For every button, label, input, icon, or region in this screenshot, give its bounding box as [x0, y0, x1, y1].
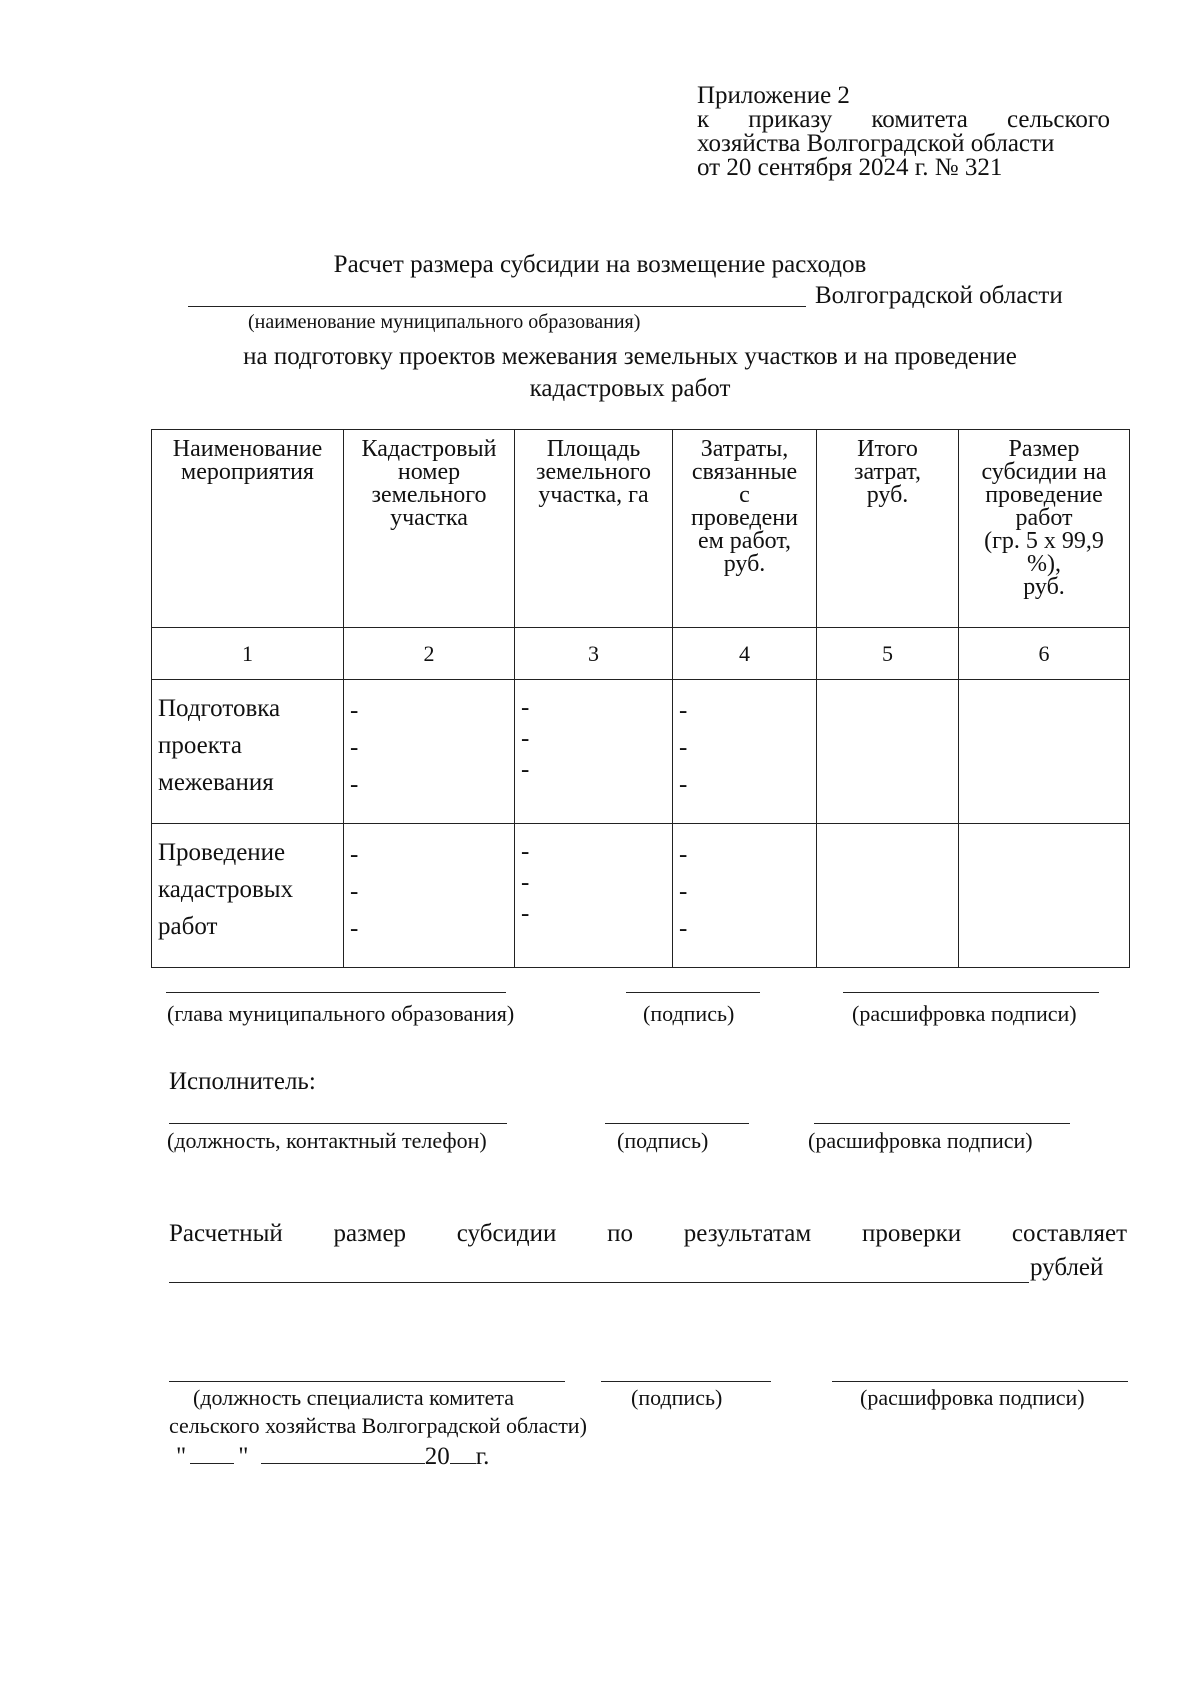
signature-caption: (подпись) — [617, 1128, 709, 1153]
year-suffix: г. — [475, 1443, 490, 1470]
table-row-cadastral-works — [152, 824, 1130, 968]
header-cell-total: Итого затрат, руб. — [817, 430, 959, 628]
table-header-row — [152, 430, 1130, 628]
appendix-line-2: к приказу комитета сельского — [697, 106, 1110, 133]
rubles-unit: рублей — [1030, 1254, 1104, 1281]
title-line-2-text: на подготовку проектов межевания земельных участков и на проведение — [243, 343, 1017, 370]
municipality-blank-line — [188, 306, 806, 307]
signature-caption: (подпись) — [643, 1001, 735, 1026]
signature-caption: (подпись) — [631, 1385, 723, 1410]
cost-values: - - - — [673, 824, 817, 968]
total-cell — [817, 824, 959, 968]
title-line-2 — [150, 341, 1110, 405]
head-signature-line — [166, 992, 506, 993]
header-cell-subsidy: Размер субсидии на проведение работ (гр. 5 х 99,9 %), руб. — [959, 430, 1130, 628]
calculated-subsidy-text: Расчетный размер субсидии по результатам проверки составляет — [169, 1220, 1127, 1247]
appendix-line-3: хозяйства Волгоградской области — [697, 130, 1055, 157]
subsidy-cell — [959, 680, 1130, 824]
executor-position-line — [169, 1123, 507, 1124]
position-phone-caption: (должность, контактный телефон) — [167, 1128, 487, 1153]
subsidy-table — [151, 429, 1130, 968]
header-cell-area: Площадь земельного участка, га — [515, 430, 673, 628]
decoding-caption: (расшифровка подписи) — [860, 1385, 1085, 1410]
column-number: 5 — [817, 628, 959, 680]
subsidy-cell — [959, 824, 1130, 968]
area-values: - - - — [515, 824, 673, 968]
municipality-caption: (наименование муниципального образования) — [248, 311, 641, 333]
executor-title: Исполнитель: — [169, 1068, 316, 1095]
decoding-line — [843, 992, 1099, 993]
header-cell-name: Наименование мероприятия — [152, 430, 344, 628]
row-name-cell: Подготовка проекта межевания — [152, 680, 344, 824]
column-number: 4 — [673, 628, 817, 680]
cost-values: - - - — [673, 680, 817, 824]
day-blank — [190, 1463, 234, 1464]
decoding-line — [832, 1381, 1128, 1382]
cadastral-values: - - - — [344, 680, 515, 824]
appendix-header — [697, 84, 1110, 180]
title-line-3-text: кадастровых работ — [529, 375, 731, 402]
decoding-caption: (расшифровка подписи) — [808, 1128, 1033, 1153]
specialist-position-line — [169, 1381, 565, 1382]
column-number: 6 — [959, 628, 1130, 680]
calculated-amount-line — [169, 1282, 1029, 1283]
row-name-cell: Проведение кадастровых работ — [152, 824, 344, 968]
decoding-caption: (расшифровка подписи) — [852, 1001, 1077, 1026]
date-close-quote: " — [238, 1443, 249, 1470]
year-blank — [450, 1463, 476, 1464]
title-line-1: Расчет размера субсидии на возмещение расходов — [333, 251, 867, 278]
signature-line — [626, 992, 760, 993]
appendix-line-4: от 20 сентября 2024 г. № 321 — [697, 154, 1003, 181]
title-region: Волгоградской области — [815, 282, 1063, 309]
cadastral-values: - - - — [344, 824, 515, 968]
head-caption: (глава муниципального образования) — [167, 1001, 515, 1026]
table-row-survey-project — [152, 680, 1130, 824]
signature-line — [605, 1123, 749, 1124]
specialist-caption-line-1: (должность специалиста комитета — [193, 1385, 514, 1410]
column-number: 3 — [515, 628, 673, 680]
appendix-line-1: Приложение 2 — [697, 82, 850, 109]
header-cell-costs: Затраты, связанные с проведени ем работ, руб. — [673, 430, 817, 628]
year-prefix: 20 — [424, 1443, 450, 1470]
column-number: 1 — [152, 628, 344, 680]
area-values: - - - — [515, 680, 673, 824]
column-number-row — [152, 628, 1130, 680]
header-cell-cadastral: Кадастровый номер земельного участка — [344, 430, 515, 628]
total-cell — [817, 680, 959, 824]
date-open-quote: " — [176, 1443, 187, 1470]
signature-line — [601, 1381, 771, 1382]
date-field — [176, 1443, 489, 1471]
specialist-caption-line-2: сельского хозяйства Волгоградской области) — [169, 1413, 587, 1438]
month-blank — [261, 1463, 425, 1464]
column-number: 2 — [344, 628, 515, 680]
decoding-line — [814, 1123, 1070, 1124]
